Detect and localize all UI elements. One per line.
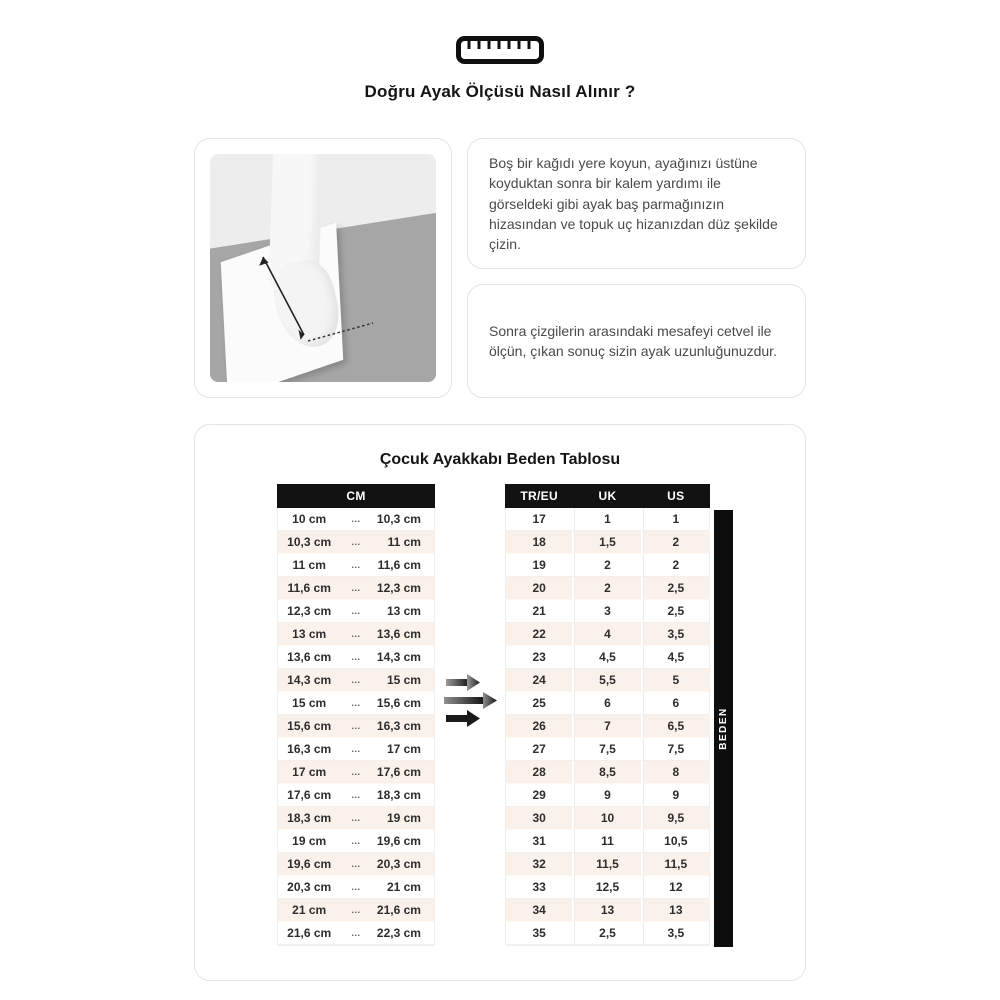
cm-to: 18,3 cm xyxy=(376,788,421,802)
cm-from: 15 cm xyxy=(292,696,327,710)
tr-eu-value: 25 xyxy=(532,696,546,710)
measure-arrow-overlay xyxy=(210,154,436,382)
range-dots-label: ... xyxy=(351,882,361,892)
range-dots-label: ... xyxy=(351,790,361,800)
instruction-text-1: Boş bir kağıdı yere koyun, ayağınızı üstüne koyduktan sonra bir kalem yardımı ile görseldeki gibi ayak baş parmağınızın hizasından ve topuk uç hizanızdan düz şekilde çizin. xyxy=(489,155,778,253)
range-dots-label: ... xyxy=(351,836,361,846)
cm-table-row xyxy=(278,623,434,646)
cm-to: 12,3 cm xyxy=(376,581,421,595)
cm-from: 16,3 cm xyxy=(287,742,332,756)
tr-eu-value: 33 xyxy=(532,880,546,894)
uk-value: 11 xyxy=(572,830,640,852)
range-dots-label: ... xyxy=(351,583,361,593)
cm-table-row xyxy=(278,646,434,669)
cm-table-row xyxy=(278,692,434,715)
us-value: 2 xyxy=(641,531,709,553)
tr-eu-value: 30 xyxy=(532,811,546,825)
range-dots-label: ... xyxy=(351,744,361,754)
range-dots-label: ... xyxy=(351,721,361,731)
col-header-uk: UK xyxy=(598,489,617,503)
foot-measure-photo xyxy=(210,154,436,382)
uk-value: 4,5 xyxy=(572,646,640,668)
range-dots-label: ... xyxy=(351,698,361,708)
us-value: 2 xyxy=(641,554,709,576)
instruction-card-1 xyxy=(467,138,806,269)
uk-value: 2 xyxy=(572,554,640,576)
range-dots-label: ... xyxy=(351,514,361,524)
size-table-row xyxy=(506,692,709,715)
size-table-row xyxy=(506,623,709,646)
tr-eu-value: 26 xyxy=(532,719,546,733)
size-guide-page xyxy=(194,0,806,981)
cm-from: 10,3 cm xyxy=(287,535,332,549)
cm-to: 10,3 cm xyxy=(376,512,421,526)
size-conversion-table xyxy=(505,484,710,946)
cm-table-row xyxy=(278,853,434,876)
cm-table-row xyxy=(278,715,434,738)
cm-from: 13 cm xyxy=(292,627,327,641)
range-dots-label: ... xyxy=(351,560,361,570)
us-value: 5 xyxy=(641,669,709,691)
guide-header xyxy=(194,34,806,102)
size-table-row xyxy=(506,577,709,600)
cm-table-row xyxy=(278,554,434,577)
cm-table xyxy=(277,484,435,946)
uk-value: 13 xyxy=(572,899,640,921)
size-table-row xyxy=(506,715,709,738)
size-table-row xyxy=(506,922,709,945)
cm-table-row xyxy=(278,922,434,945)
cm-to: 17 cm xyxy=(386,742,421,756)
cm-table-row xyxy=(278,830,434,853)
range-dots-label: ... xyxy=(351,629,361,639)
mapping-arrows-icon xyxy=(443,671,501,734)
uk-value: 9 xyxy=(572,784,640,806)
cm-to: 13,6 cm xyxy=(376,627,421,641)
size-table-row xyxy=(506,830,709,853)
beden-label: BEDEN xyxy=(718,707,730,750)
cm-from: 10 cm xyxy=(292,512,327,526)
tr-eu-value: 17 xyxy=(532,512,546,526)
size-table-header xyxy=(505,484,710,508)
us-value: 13 xyxy=(641,899,709,921)
cm-to: 16,3 cm xyxy=(376,719,421,733)
cm-to: 15,6 cm xyxy=(376,696,421,710)
tr-eu-value: 22 xyxy=(532,627,546,641)
cm-from: 15,6 cm xyxy=(287,719,332,733)
cm-table-row xyxy=(278,669,434,692)
range-dots-label: ... xyxy=(351,652,361,662)
tr-eu-value: 34 xyxy=(532,903,546,917)
tr-eu-value: 21 xyxy=(532,604,546,618)
size-table-row xyxy=(506,784,709,807)
range-dots-label: ... xyxy=(351,606,361,616)
cm-from: 21 cm xyxy=(292,903,327,917)
size-table-card xyxy=(194,424,806,981)
cm-from: 19 cm xyxy=(292,834,327,848)
us-value: 6 xyxy=(641,692,709,714)
tr-eu-value: 28 xyxy=(532,765,546,779)
instruction-text-2: Sonra çizgilerin arasındaki mesafeyi cetvel ile ölçün, çıkan sonuç sizin ayak uzunluğunuzdur. xyxy=(489,322,777,360)
us-value: 10,5 xyxy=(641,830,709,852)
range-dots-label: ... xyxy=(351,675,361,685)
cm-to: 21,6 cm xyxy=(376,903,421,917)
cm-from: 14,3 cm xyxy=(287,673,332,687)
cm-to: 13 cm xyxy=(386,604,421,618)
uk-value: 7 xyxy=(572,715,640,737)
size-table-row xyxy=(506,761,709,784)
us-value: 4,5 xyxy=(641,646,709,668)
size-table-row xyxy=(506,899,709,922)
cm-from: 18,3 cm xyxy=(287,811,332,825)
foot-measure-photo-card xyxy=(194,138,452,398)
size-table-row xyxy=(506,600,709,623)
size-table-row xyxy=(506,669,709,692)
cm-to: 11 cm xyxy=(387,535,421,549)
size-table-row xyxy=(506,738,709,761)
cm-table-row xyxy=(278,600,434,623)
size-table-row xyxy=(506,807,709,830)
size-table-row xyxy=(506,853,709,876)
page-title: Doğru Ayak Ölçüsü Nasıl Alınır ? xyxy=(364,82,636,101)
measure-section xyxy=(194,138,806,398)
uk-value: 11,5 xyxy=(572,853,640,875)
cm-to: 22,3 cm xyxy=(376,926,421,940)
tr-eu-value: 19 xyxy=(532,558,546,572)
tr-eu-value: 32 xyxy=(532,857,546,871)
tr-eu-value: 29 xyxy=(532,788,546,802)
us-value: 11,5 xyxy=(641,853,709,875)
us-value: 8 xyxy=(641,761,709,783)
cm-from: 13,6 cm xyxy=(287,650,332,664)
cm-from: 19,6 cm xyxy=(287,857,332,871)
tr-eu-value: 23 xyxy=(532,650,546,664)
tr-eu-value: 18 xyxy=(532,535,546,549)
tr-eu-value: 35 xyxy=(532,926,546,940)
cm-table-header: CM xyxy=(277,484,435,508)
uk-value: 3 xyxy=(572,600,640,622)
cm-table-row xyxy=(278,784,434,807)
us-value: 3,5 xyxy=(641,623,709,645)
tr-eu-value: 27 xyxy=(532,742,546,756)
cm-table-row xyxy=(278,807,434,830)
cm-table-row xyxy=(278,531,434,554)
cm-table-row xyxy=(278,876,434,899)
size-table-row xyxy=(506,531,709,554)
cm-table-row xyxy=(278,761,434,784)
cm-to: 14,3 cm xyxy=(376,650,421,664)
cm-from: 17,6 cm xyxy=(287,788,332,802)
range-dots-label: ... xyxy=(351,928,361,938)
size-table-row xyxy=(506,554,709,577)
range-dots-label: ... xyxy=(351,859,361,869)
ruler-icon xyxy=(455,34,545,66)
cm-to: 15 cm xyxy=(386,673,421,687)
cm-table-row xyxy=(278,577,434,600)
range-dots-label: ... xyxy=(351,905,361,915)
uk-value: 8,5 xyxy=(572,761,640,783)
us-value: 6,5 xyxy=(641,715,709,737)
tr-eu-value: 31 xyxy=(532,834,546,848)
size-table-row xyxy=(506,646,709,669)
us-value: 12 xyxy=(641,876,709,898)
us-value: 3,5 xyxy=(641,922,709,944)
us-value: 9,5 xyxy=(641,807,709,829)
instruction-column xyxy=(467,138,806,398)
range-dots-label: ... xyxy=(351,767,361,777)
col-header-us: US xyxy=(667,489,685,503)
cm-to: 17,6 cm xyxy=(376,765,421,779)
tr-eu-value: 20 xyxy=(532,581,546,595)
uk-value: 1,5 xyxy=(572,531,640,553)
uk-value: 4 xyxy=(572,623,640,645)
uk-value: 5,5 xyxy=(572,669,640,691)
uk-value: 2,5 xyxy=(572,922,640,944)
uk-value: 7,5 xyxy=(572,738,640,760)
size-table-body xyxy=(505,508,710,946)
beden-side-bar xyxy=(714,510,733,947)
size-table-title: Çocuk Ayakkabı Beden Tablosu xyxy=(379,451,621,468)
cm-from: 17 cm xyxy=(292,765,327,779)
cm-table-body xyxy=(277,508,435,946)
cm-to: 20,3 cm xyxy=(376,857,421,871)
cm-table-row xyxy=(278,738,434,761)
us-value: 9 xyxy=(641,784,709,806)
us-value: 2,5 xyxy=(641,600,709,622)
range-dots-label: ... xyxy=(351,813,361,823)
uk-value: 2 xyxy=(572,577,640,599)
tr-eu-value: 24 xyxy=(532,673,546,687)
cm-from: 20,3 cm xyxy=(287,880,332,894)
size-table-row xyxy=(506,876,709,899)
uk-value: 10 xyxy=(572,807,640,829)
cm-to: 19,6 cm xyxy=(376,834,421,848)
uk-value: 1 xyxy=(572,508,640,530)
cm-to: 11,6 cm xyxy=(377,558,421,572)
us-value: 7,5 xyxy=(641,738,709,760)
col-header-tr-eu: TR/EU xyxy=(520,489,558,503)
cm-table-row xyxy=(278,899,434,922)
uk-value: 12,5 xyxy=(572,876,640,898)
range-dots-label: ... xyxy=(351,537,361,547)
cm-from: 21,6 cm xyxy=(287,926,332,940)
cm-from: 11,6 cm xyxy=(287,581,331,595)
cm-from: 11 cm xyxy=(292,558,326,572)
instruction-card-2 xyxy=(467,284,806,398)
us-value: 2,5 xyxy=(641,577,709,599)
size-table-row xyxy=(506,508,709,531)
cm-to: 19 cm xyxy=(386,811,421,825)
cm-table-row xyxy=(278,508,434,531)
cm-from: 12,3 cm xyxy=(287,604,332,618)
uk-value: 6 xyxy=(572,692,640,714)
us-value: 1 xyxy=(641,508,709,530)
cm-to: 21 cm xyxy=(386,880,421,894)
